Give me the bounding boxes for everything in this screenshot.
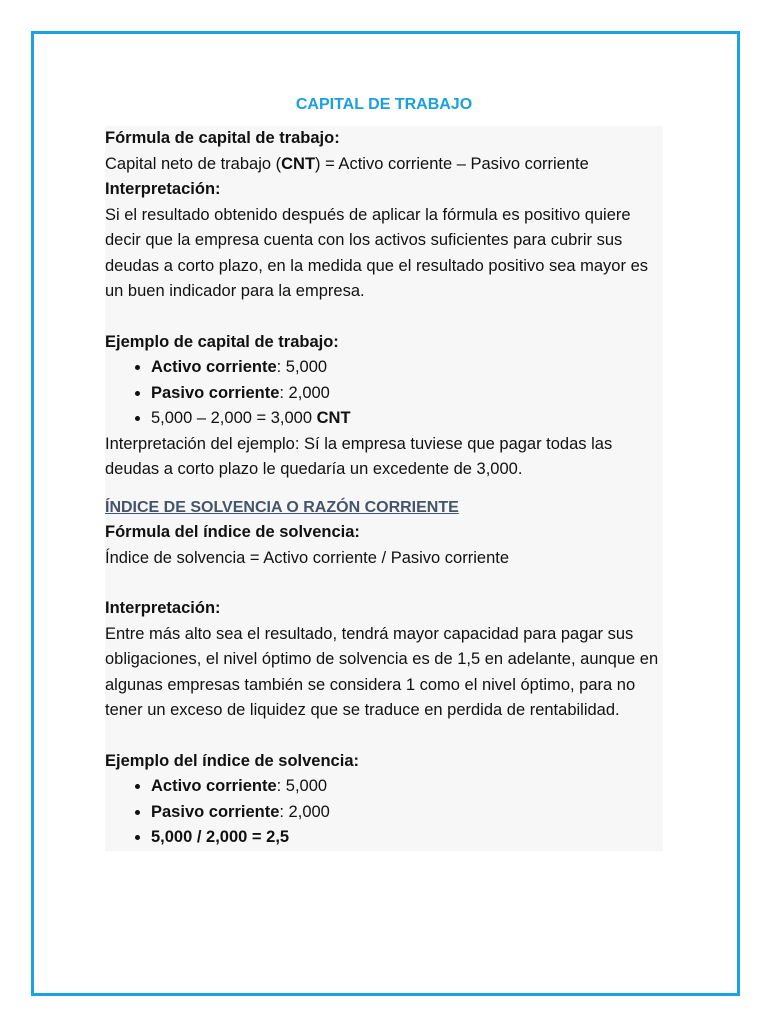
list-item: • Pasivo corriente: 2,000 [151, 800, 663, 826]
list-item: • Pasivo corriente: 2,000 [151, 381, 663, 407]
example-list [105, 774, 663, 851]
formula-heading: Fórmula de capital de trabajo: [105, 129, 340, 147]
document-title: CAPITAL DE TRABAJO [295, 96, 473, 113]
formula-text: Capital neto de trabajo (CNT) = Activo corriente – Pasivo corriente [105, 154, 589, 173]
document-body [105, 92, 663, 851]
example-heading: Ejemplo de capital de trabajo: [105, 332, 339, 351]
section-heading[interactable]: ÍNDICE DE SOLVENCIA O RAZÓN CORRIENTE [105, 498, 459, 516]
interpretation-heading: Interpretación: [105, 180, 221, 198]
formula-heading: Fórmula del índice de solvencia: [105, 523, 360, 541]
section-indice-solvencia [105, 495, 663, 851]
example-interpretation: Interpretación del ejemplo: Sí la empresa tuviese que pagar todas las deudas a corto plazo le quedaría un excedente de 3,000. [105, 434, 613, 478]
list-item: • 5,000 – 2,000 = 3,000 CNT [151, 406, 663, 432]
section-capital-de-trabajo [105, 126, 663, 495]
cnt-abbrev: CNT [281, 154, 316, 173]
formula-text: Índice de solvencia = Activo corriente / Pasivo corriente [105, 548, 510, 567]
list-item: • Activo corriente: 5,000 [151, 774, 663, 800]
interpretation-heading: Interpretación: [105, 599, 221, 617]
list-item: • Activo corriente: 5,000 [151, 355, 663, 381]
example-heading: Ejemplo del índice de solvencia: [105, 751, 359, 770]
interpretation-text: Si el resultado obtenido después de aplicar la fórmula es positivo quiere decir que la empresa cuenta con los activos suficientes para cubrir sus deudas a corto plazo, en la medida que el resultado positivo sea mayor es un buen indicador para la empresa. [105, 205, 648, 300]
interpretation-text: Entre más alto sea el resultado, tendrá mayor capacidad para pagar sus obligaciones, el nivel óptimo de solvencia es de 1,5 en adelante, aunque en algunas empresas también se considera 1 como el nivel óptimo, para no tener un exceso de liquidez que se traduce en perdida de rentabilidad. [105, 624, 659, 719]
list-item: • 5,000 / 2,000 = 2,5 [151, 825, 663, 851]
example-list [105, 355, 663, 432]
